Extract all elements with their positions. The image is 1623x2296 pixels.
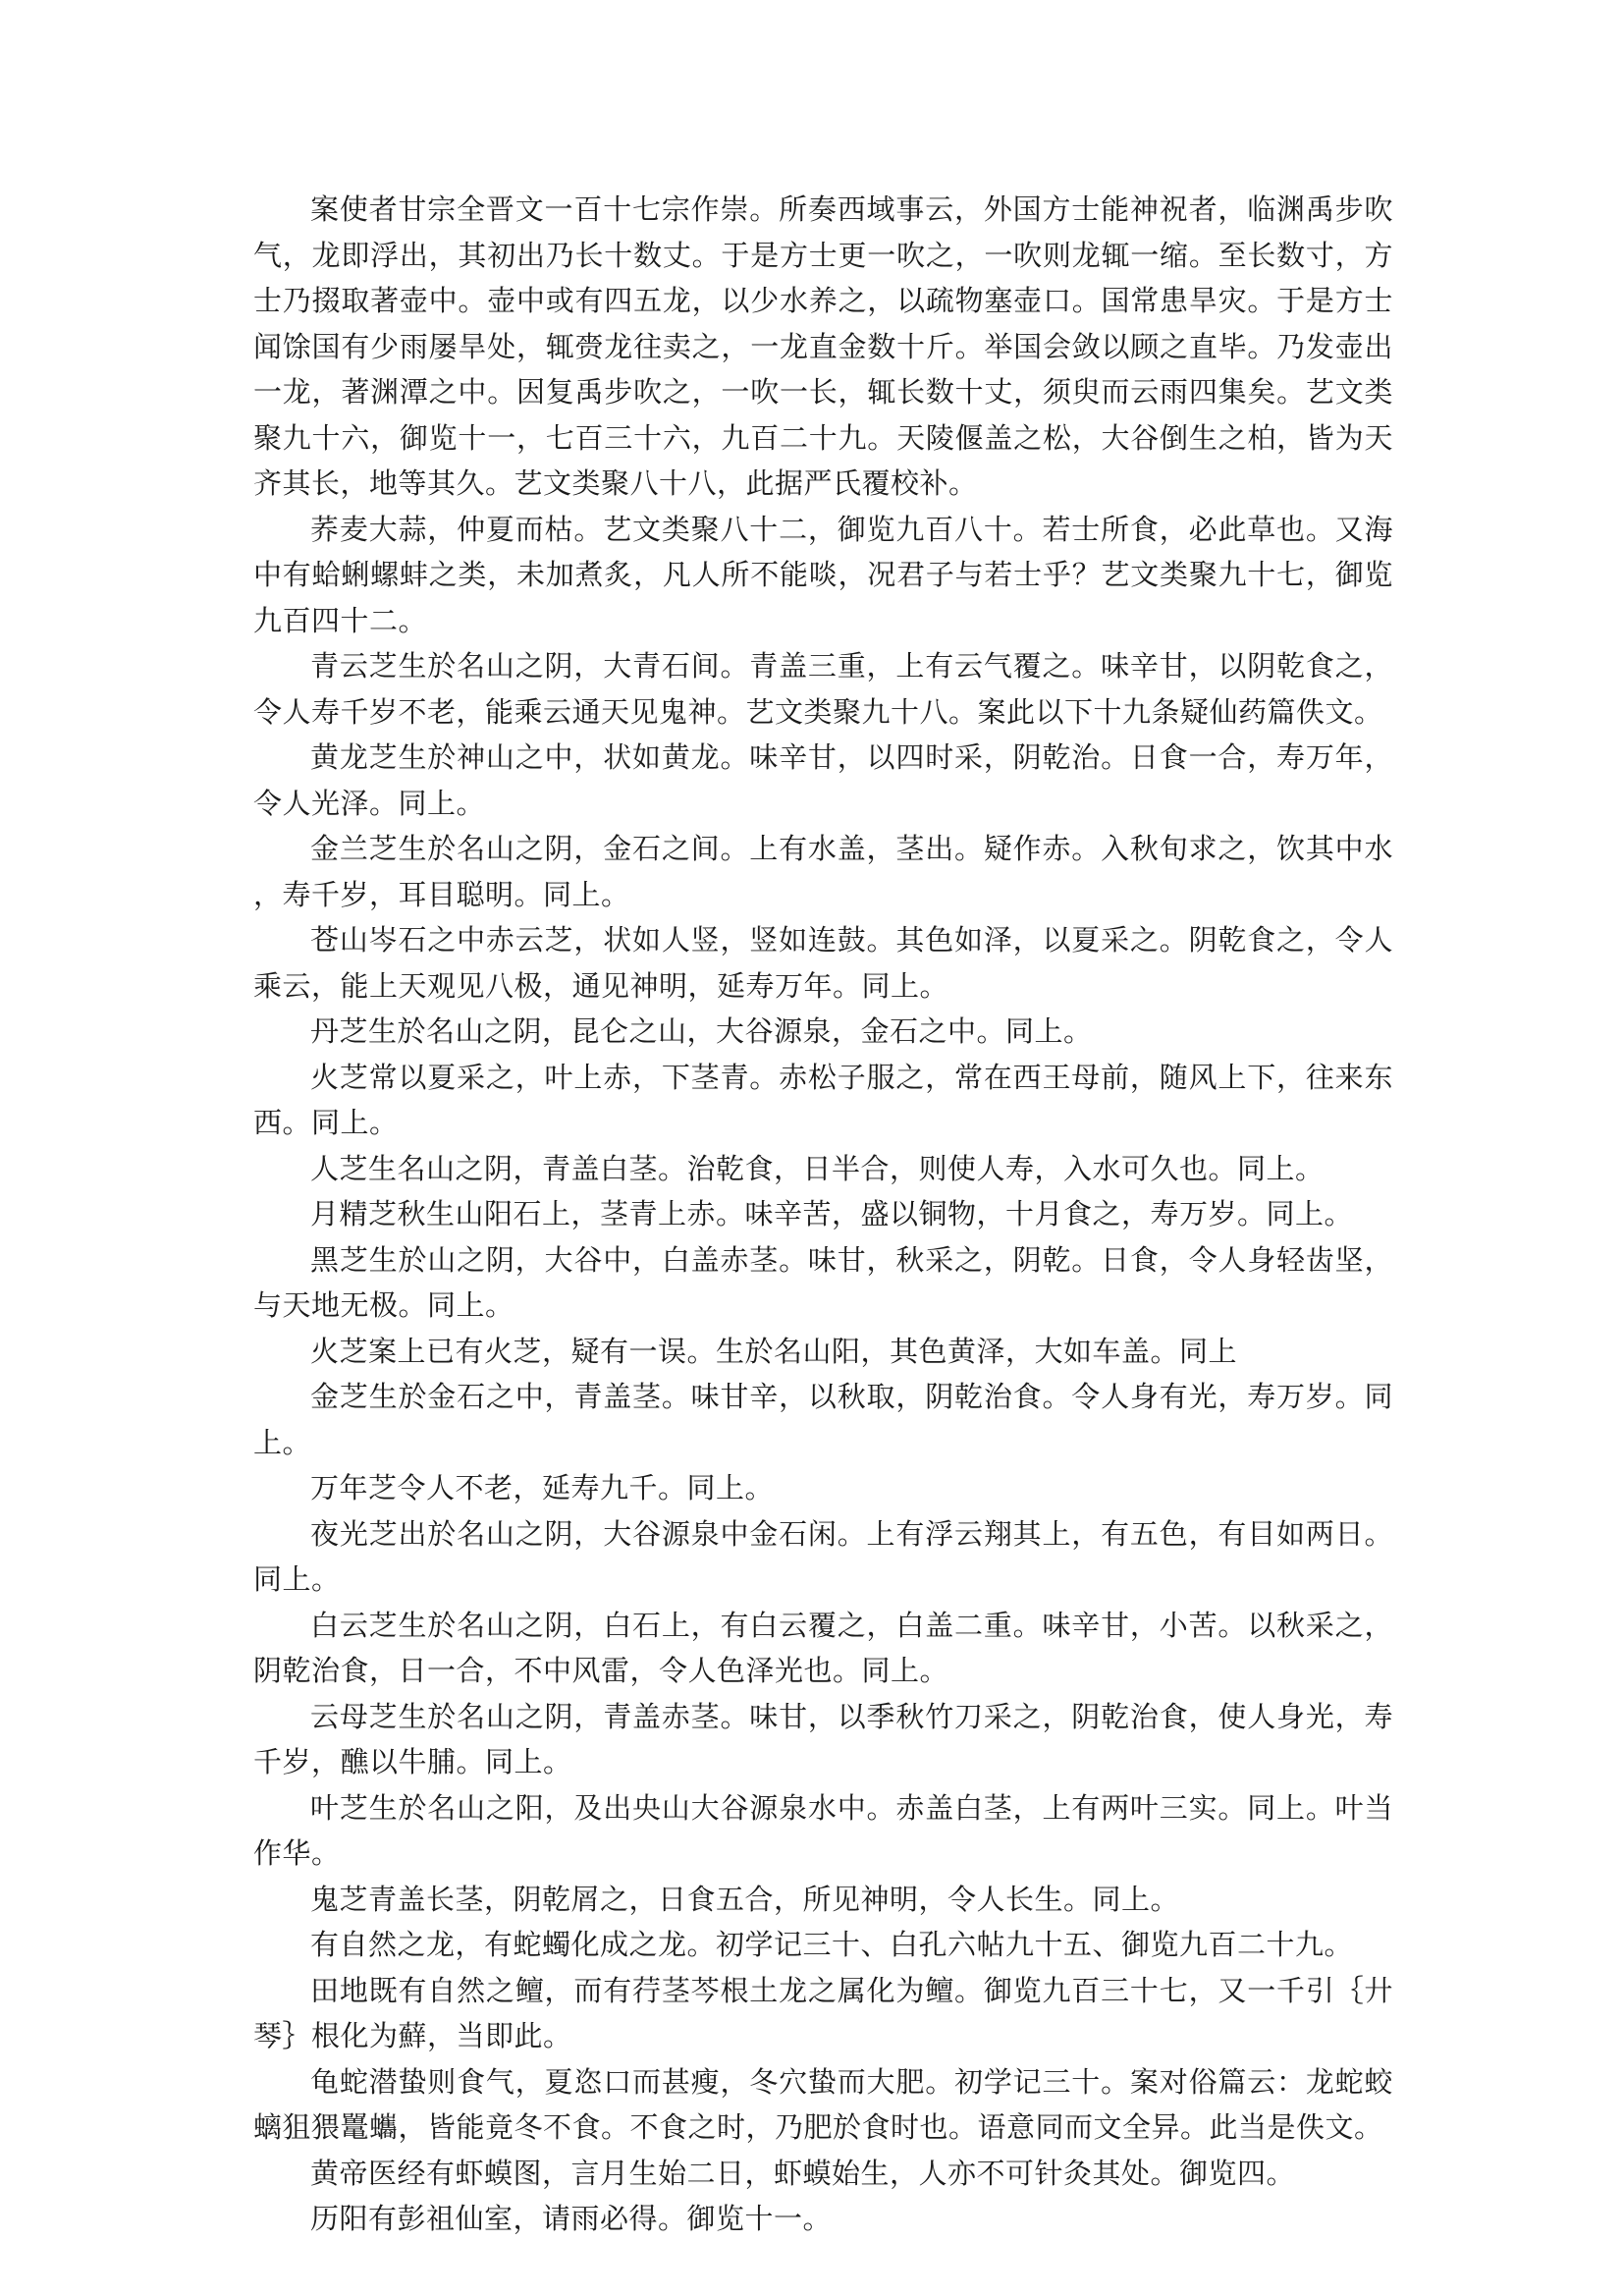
paragraph-16: 白云芝生於名山之阴，白石上，有白云覆之，白盖二重。味辛甘，小苦。以秋采之，阴乾治食，日一合，不中风雷，令人色泽光也。同上。 bbox=[253, 1608, 1393, 1687]
paragraph-6: 苍山岑石之中赤云芝，状如人竖，竖如连鼓。其色如泽，以夏采之。阴乾食之，令人乘云，能上天观见八极，通见神明，延寿万年。同上。 bbox=[253, 923, 1393, 1003]
paragraph-7: 丹芝生於名山之阴，昆仑之山，大谷源泉，金石之中。同上。 bbox=[310, 1014, 1093, 1048]
paragraph-9: 人芝生名山之阴，青盖白茎。治乾食，日半合，则使人寿，入水可久也。同上。 bbox=[310, 1151, 1325, 1185]
paragraph-20: 有自然之龙，有蛇蠋化成之龙。初学记三十、白孔六帖九十五、御览九百二十九。 bbox=[310, 1928, 1354, 1961]
paragraph-5: 金兰芝生於名山之阴，金石之间。上有水盖，茎出。疑作赤。入秋旬求之，饮其中水，寿千岁，耳目聪明。同上。 bbox=[253, 832, 1393, 911]
paragraph-21: 田地既有自然之鳣，而有荇茎芩根土龙之属化为鳣。御览九百三十七，又一千引｛廾琴｝根化为蘚，当即此。 bbox=[253, 1973, 1393, 2052]
paragraph-23: 黄帝医经有虾蟆图，言月生始二日，虾蟆始生，人亦不可针灸其处。御览四。 bbox=[310, 2156, 1296, 2190]
paragraph-4: 黄龙芝生於神山之中，状如黄龙。味辛甘，以四时采，阴乾治。日食一合，寿万年，令人光泽。同上。 bbox=[253, 740, 1393, 820]
paragraph-11: 黑芝生於山之阴，大谷中，白盖赤茎。味甘，秋采之，阴乾。日食，令人身轻齿坚，与天地无极。同上。 bbox=[253, 1242, 1393, 1322]
paragraph-17: 云母芝生於名山之阴，青盖赤茎。味甘，以季秋竹刀采之，阴乾治食，使人身光，寿千岁，醮以牛脯。同上。 bbox=[253, 1699, 1393, 1778]
paragraph-14: 万年芝令人不老，延寿九千。同上。 bbox=[310, 1471, 775, 1504]
paragraph-2: 荞麦大蒜，仲夏而枯。艺文类聚八十二，御览九百八十。若士所食，必此草也。又海中有蛤蜊螺蚌之类，未加煮炙，凡人所不能啖，况君子与若士乎？艺文类聚九十七，御览九百四十二。 bbox=[253, 512, 1393, 637]
paragraph-18: 叶芝生於名山之阳，及出央山大谷源泉水中。赤盖白茎，上有两叶三实。同上。叶当作华。 bbox=[253, 1790, 1393, 1870]
paragraph-10: 月精芝秋生山阳石上，茎青上赤。味辛苦，盛以铜物，十月食之，寿万岁。同上。 bbox=[310, 1197, 1354, 1230]
paragraph-24: 历阳有彭祖仙室，请雨必得。御览十一。 bbox=[310, 2202, 833, 2235]
paragraph-1: 案使者甘宗全晋文一百十七宗作崇。所奏西域事云，外国方士能神祝者，临渊禹步吹气，龙即浮出，其初出乃长十数丈。于是方士更一吹之，一吹则龙辄一缩。至长数寸，方士乃掇取著壶中。壶中或有四五龙，以少水养之，以疏物塞壶口。国常患旱灾。于是方士闻馀国有少雨屡旱处，辄赍龙往卖之，一龙直金数十斤。举国会敛以顾之直毕。乃发壶出一龙，著渊潭之中。因复禹步吹之，一吹一长，辄长数十丈，须臾而云雨四集矣。艺文类聚九十六，御览十一，七百三十六，九百二十九。天陵偃盖之松，大谷倒生之柏，皆为天齐其长，地等其久。艺文类聚八十八，此据严氏覆校补。 bbox=[253, 192, 1393, 500]
document-body bbox=[253, 187, 1393, 2242]
paragraph-13: 金芝生於金石之中，青盖茎。味甘辛，以秋取，阴乾治食。令人身有光，寿万岁。同上。 bbox=[253, 1380, 1393, 1459]
paragraph-8: 火芝常以夏采之，叶上赤，下茎青。赤松子服之，常在西王母前，随风上下，往来东西。同上。 bbox=[253, 1060, 1393, 1139]
paragraph-19: 鬼芝青盖长茎，阴乾屑之，日食五合，所见神明，令人长生。同上。 bbox=[310, 1882, 1180, 1916]
paragraph-12: 火芝案上已有火芝，疑有一误。生於名山阳，其色黄泽，大如车盖。同上 bbox=[310, 1334, 1238, 1368]
paragraph-15: 夜光芝出於名山之阴，大谷源泉中金石闲。上有浮云翔其上，有五色，有目如两日。同上。 bbox=[253, 1516, 1393, 1596]
paragraph-22: 龟蛇潜蛰则食气，夏恣口而甚瘦，冬穴蛰而大肥。初学记三十。案对俗篇云：龙蛇蛟螭狙猥鼍蠵，皆能竟冬不食。不食之时，乃肥於食时也。语意同而文全异。此当是佚文。 bbox=[253, 2064, 1393, 2144]
paragraph-3: 青云芝生於名山之阴，大青石间。青盖三重，上有云气覆之。味辛甘，以阴乾食之，令人寿千岁不老，能乘云通天见鬼神。艺文类聚九十八。案此以下十九条疑仙药篇佚文。 bbox=[253, 649, 1393, 729]
